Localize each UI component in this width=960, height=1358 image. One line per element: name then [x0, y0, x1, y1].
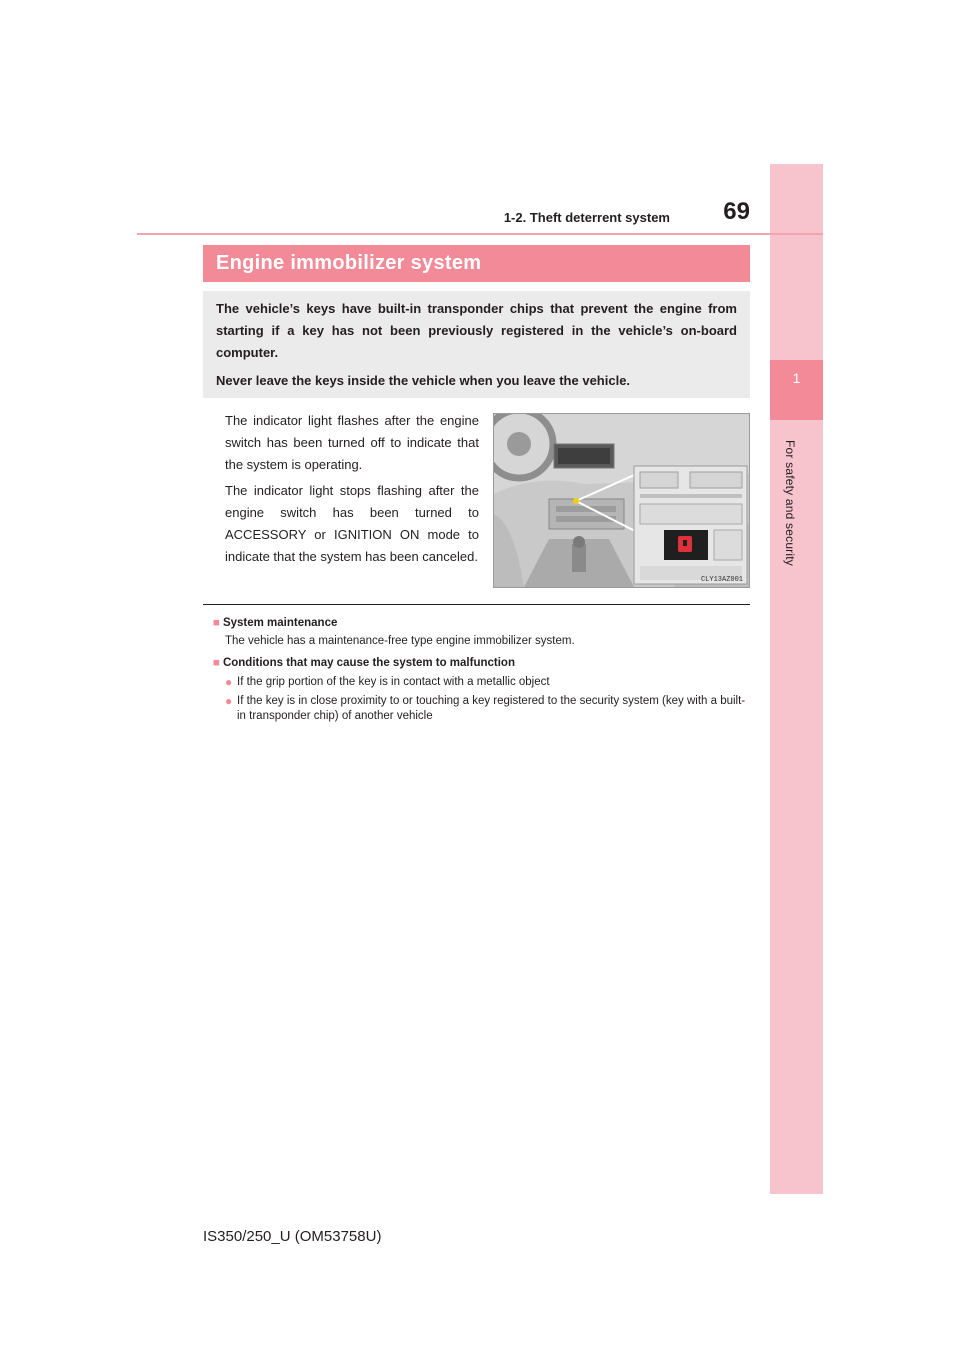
intro-warning: Never leave the keys inside the vehicle when you leave the vehicle.: [216, 373, 631, 388]
section-divider: [203, 604, 750, 605]
title-bar: [203, 245, 750, 282]
footer-model-code: IS350/250_U (OM53758U): [203, 1228, 382, 1245]
page-title: Engine immobilizer system: [216, 252, 482, 274]
page-number: 69: [723, 198, 750, 225]
body-paragraph-2: The indicator light stops flashing after the engine switch has been turned to ACCESSORY or IGNITION ON mode to indicate that the system has been canceled.: [225, 483, 479, 564]
chapter-tab-active: [770, 360, 823, 420]
chapter-title: For safety and security: [783, 440, 797, 566]
list-item: [225, 675, 753, 690]
note-heading-malfunction: [213, 655, 753, 671]
note-heading-text: System maintenance: [222, 617, 338, 629]
note-text-maintenance: The vehicle has a maintenance-free type engine immobilizer system.: [225, 635, 575, 647]
body-paragraph-1: The indicator light flashes after the engine switch has been turned off to indicate that the system is operating.: [225, 413, 479, 472]
circle-bullet-icon: ●: [225, 675, 233, 689]
dashboard-illustration: [493, 413, 750, 588]
square-bullet-icon: ■: [213, 657, 220, 669]
notes-section: [213, 615, 753, 724]
note-heading-maintenance: [213, 615, 753, 631]
figure-code: CLY13AZ001: [700, 576, 743, 584]
circle-bullet-icon: ●: [225, 694, 233, 708]
list-item-text: If the key is in close proximity to or touching a key registered to the security system (key with a built-in transponder chip) of another vehicle: [237, 695, 746, 722]
intro-box: [203, 291, 750, 398]
body-text: [225, 410, 479, 572]
list-item-text: If the grip portion of the key is in contact with a metallic object: [237, 676, 550, 688]
note-heading-text: Conditions that may cause the system to malfunction: [222, 657, 515, 669]
list-item: [225, 694, 753, 724]
dashboard-drawing: [494, 414, 749, 587]
chapter-side-tab: [770, 164, 823, 1194]
square-bullet-icon: ■: [213, 617, 220, 629]
intro-paragraph: The vehicle’s keys have built-in transponder chips that prevent the engine from starting if a key has not been previously registered in the vehicle’s on-board computer.: [216, 301, 737, 360]
chapter-number: 1: [792, 370, 801, 386]
header-rule: [137, 233, 823, 235]
section-reference: 1-2. Theft deterrent system: [503, 210, 670, 225]
